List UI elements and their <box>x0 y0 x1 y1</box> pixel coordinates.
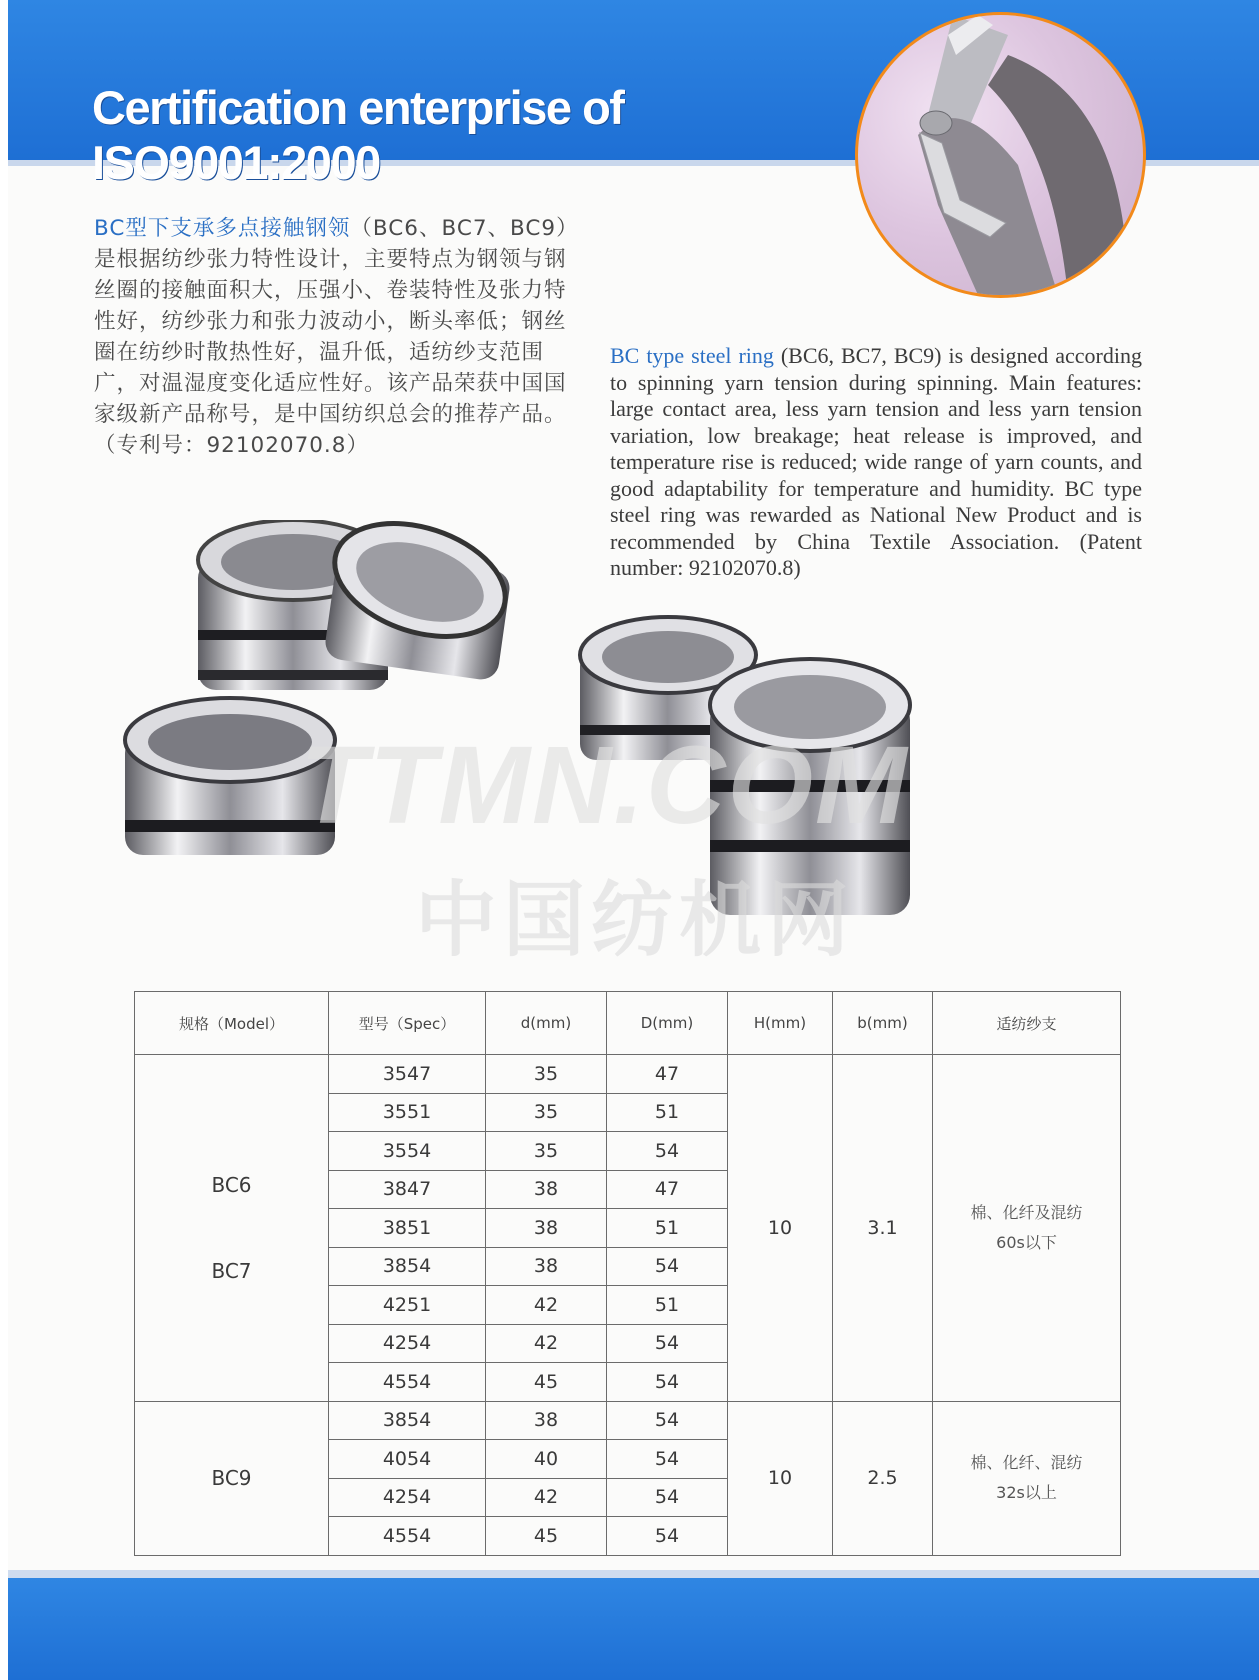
D-cell: 51 <box>607 1209 728 1248</box>
D-cell: 51 <box>607 1093 728 1132</box>
D-cell: 54 <box>607 1324 728 1363</box>
d-cell: 45 <box>486 1363 607 1402</box>
spec-cell: 4554 <box>329 1363 486 1402</box>
intro-chinese <box>94 213 574 461</box>
spec-cell: 3551 <box>329 1093 486 1132</box>
spec-cell: 4254 <box>329 1478 486 1517</box>
D-cell: 51 <box>607 1286 728 1325</box>
spec-cell: 4251 <box>329 1286 486 1325</box>
spec-table <box>134 991 1121 1556</box>
ring-closeup-illustration <box>858 15 1143 295</box>
d-cell: 40 <box>486 1440 607 1479</box>
table-row <box>135 1401 1121 1440</box>
intro-chinese-accent: BC型下支承多点接触钢领 <box>94 216 351 241</box>
yarn-count-cell <box>933 1401 1121 1555</box>
column-header: 规格（Model） <box>135 992 329 1055</box>
page-edge <box>0 0 8 1680</box>
d-cell: 35 <box>486 1132 607 1171</box>
column-header: 型号（Spec） <box>329 992 486 1055</box>
model-label: BC6 <box>211 1172 252 1197</box>
model-label: BC7 <box>211 1258 252 1283</box>
d-cell: 38 <box>486 1209 607 1248</box>
column-header: b(mm) <box>833 992 933 1055</box>
D-cell: 54 <box>607 1401 728 1440</box>
D-cell: 54 <box>607 1363 728 1402</box>
d-cell: 38 <box>486 1401 607 1440</box>
intro-english-body: (BC6, BC7, BC9) is designed according to spinning yarn tension during spinning. Main features: large contact area, less yarn tension and less yarn tension variation, low breakage; heat release is improved, and temperature rise is reduced; wide range of yarn counts, and good adaptability for temperature and humidity. BC type steel ring was rewarded as National New Product and is recommended by China Textile Association. (Patent number: 92102070.8) <box>610 343 1142 580</box>
D-cell: 47 <box>607 1170 728 1209</box>
spec-cell: 3554 <box>329 1132 486 1171</box>
D-cell: 54 <box>607 1132 728 1171</box>
b-cell: 3.1 <box>833 1055 933 1402</box>
d-cell: 38 <box>486 1247 607 1286</box>
spec-cell: 3854 <box>329 1401 486 1440</box>
D-cell: 47 <box>607 1055 728 1094</box>
d-cell: 38 <box>486 1170 607 1209</box>
column-header: d(mm) <box>486 992 607 1055</box>
d-cell: 42 <box>486 1478 607 1517</box>
yarn-count-line: 棉、化纤、混纺 <box>970 1453 1083 1472</box>
steel-ring <box>320 520 520 682</box>
H-cell: 10 <box>728 1055 833 1402</box>
table-row <box>135 1055 1121 1094</box>
D-cell: 54 <box>607 1247 728 1286</box>
spec-cell: 3547 <box>329 1055 486 1094</box>
yarn-count-cell <box>933 1055 1121 1402</box>
intro-english-accent: BC type steel ring <box>610 343 774 368</box>
D-cell: 54 <box>607 1517 728 1556</box>
yarn-count-line: 60s以下 <box>996 1232 1057 1252</box>
d-cell: 42 <box>486 1286 607 1325</box>
D-cell: 54 <box>607 1478 728 1517</box>
watermark-chinese: 中国纺机网 <box>415 873 856 968</box>
spec-cell: 4554 <box>329 1517 486 1556</box>
d-cell: 35 <box>486 1093 607 1132</box>
page-title: Certification enterprise of ISO9001:2000 <box>92 81 624 189</box>
column-header: D(mm) <box>607 992 728 1055</box>
spec-cell: 4254 <box>329 1324 486 1363</box>
d-cell: 42 <box>486 1324 607 1363</box>
yarn-count-line: 棉、化纤及混纺 <box>970 1202 1083 1222</box>
watermark-text: TTMN.COM <box>300 724 909 847</box>
d-cell: 35 <box>486 1055 607 1094</box>
D-cell: 54 <box>607 1440 728 1479</box>
footer-band <box>8 1578 1259 1680</box>
model-cell: BC9 <box>135 1401 329 1555</box>
d-cell: 45 <box>486 1517 607 1556</box>
model-cell <box>135 1055 329 1402</box>
b-cell: 2.5 <box>833 1401 933 1555</box>
spec-cell: 4054 <box>329 1440 486 1479</box>
footer-divider <box>8 1570 1259 1578</box>
column-header: 适纺纱支 <box>933 992 1121 1055</box>
ring-closeup-photo <box>855 12 1146 298</box>
spec-cell: 3854 <box>329 1247 486 1286</box>
yarn-count-line: 32s以上 <box>996 1483 1057 1502</box>
H-cell: 10 <box>728 1401 833 1555</box>
intro-chinese-body: （BC6、BC7、BC9）是根据纺纱张力特性设计，主要特点为钢领与钢丝圈的接触面积大，压强小、卷装特性及张力特性好，纺纱张力和张力波动小，断头率低；钢丝圈在纺纱时散热性好，温升低，适纺纱支范围广，对温湿度变化适应性好。该产品荣获中国国家级新产品称号，是中国纺织总会的推荐产品。（专利号：92102070.8） <box>94 216 568 458</box>
spec-cell: 3847 <box>329 1170 486 1209</box>
column-header: H(mm) <box>728 992 833 1055</box>
table-header-row <box>135 992 1121 1055</box>
spec-cell: 3851 <box>329 1209 486 1248</box>
